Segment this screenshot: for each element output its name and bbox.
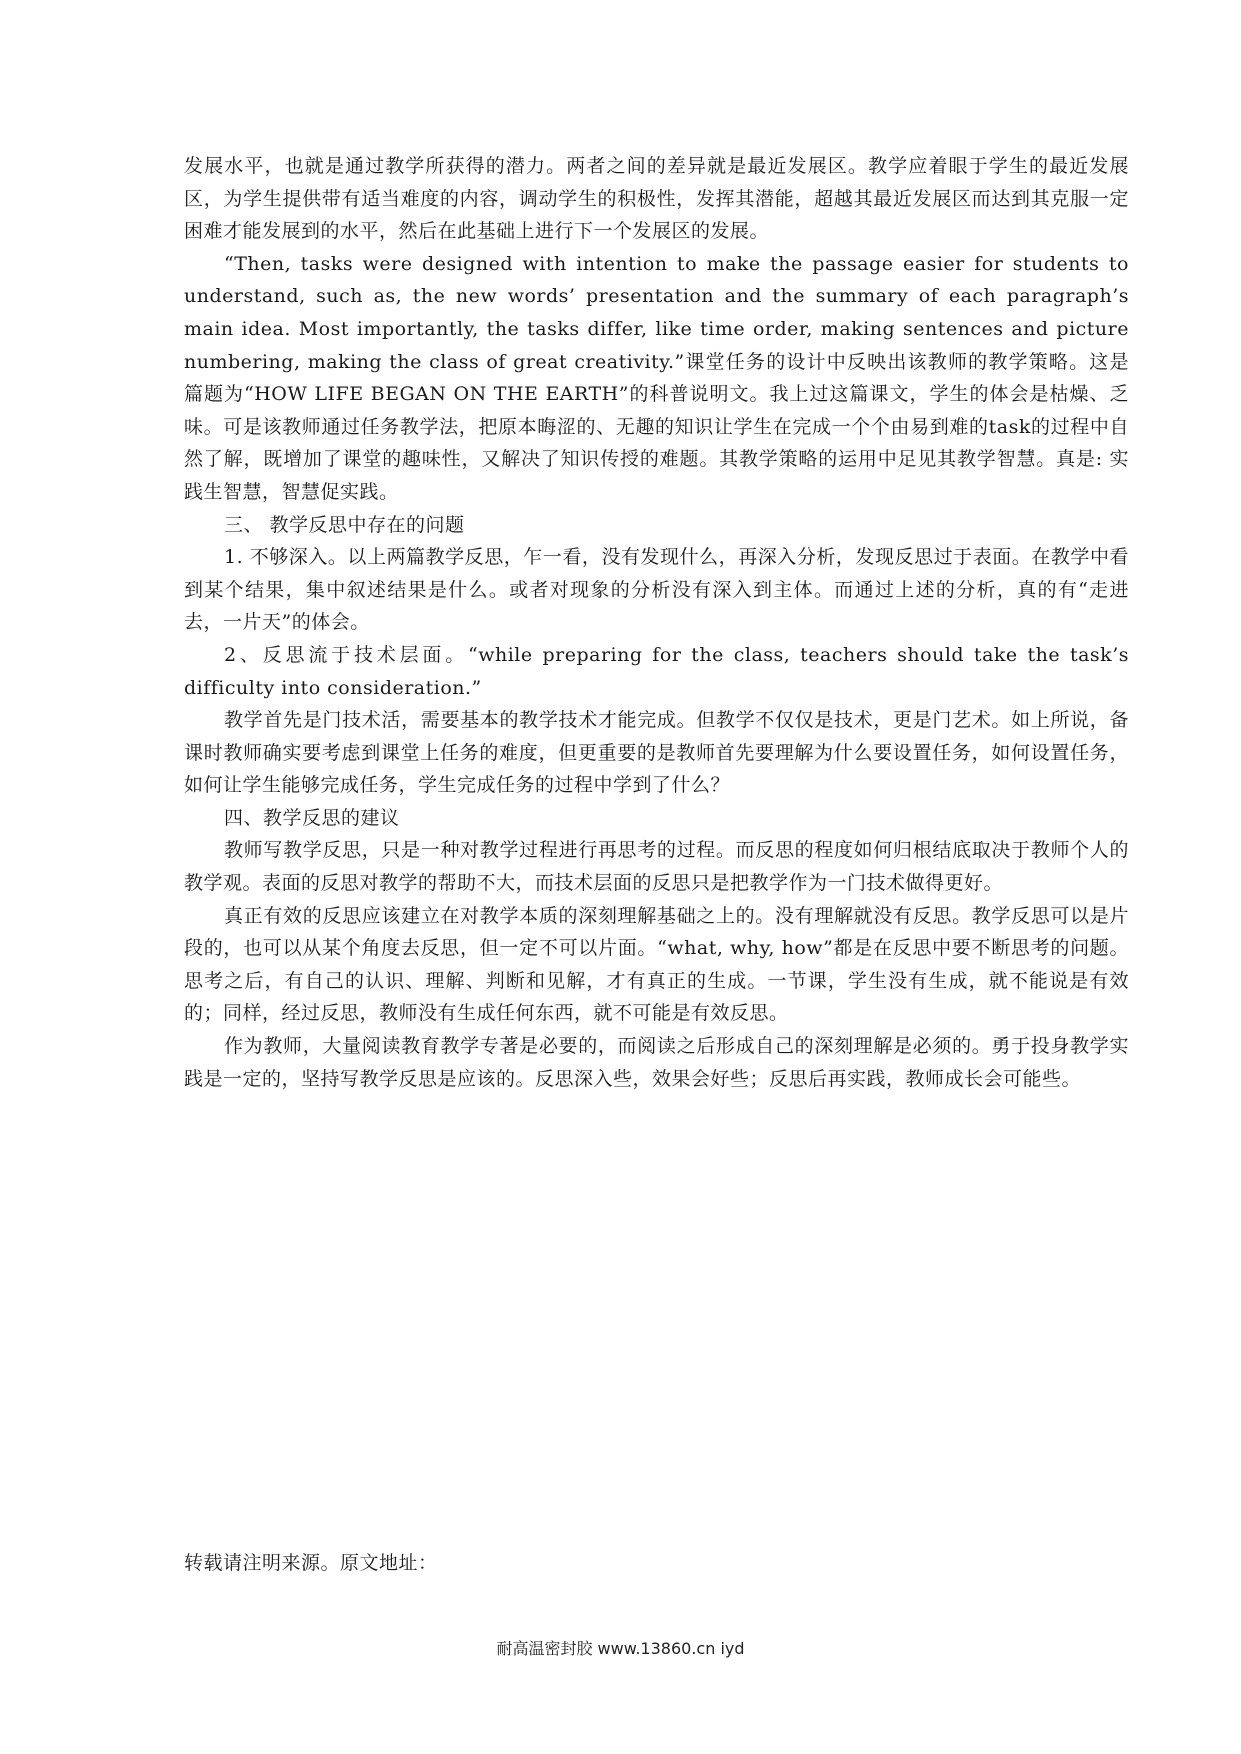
paragraph-quote-tasks: “Then, tasks were designed with intention to make the passage easier for students to understand, such as, the new words’ presentation and the summary of each paragraph’s main idea. Most importantly, the tasks differ, like time order, making sentences and picture numbering, making the class of great creativity.”课堂任务的设计中反映出该教师的教学策略。这是篇题为“HOW LIFE BEGAN ON THE EARTH”的科普说明文。我上过这篇课文，学生的体会是枯燥、乏味。可是该教师通过任务教学法，把原本晦涩的、无趣的知识让学生在完成一个个由易到难的task的过程中自然了解，既增加了课堂的趣味性，又解决了知识传授的难题。其教学策略的运用中足见其教学智慧。真是: 实践生智慧，智慧促实践。	[184, 252, 1129, 503]
paragraph-suggestion-1: 教师写教学反思，只是一种对教学过程进行再思考的过程。而反思的程度如何归根结底取决于教师个人的教学观。表面的反思对教学的帮助不大，而技术层面的反思只是把教学作为一门技术做得更好。	[184, 839, 1129, 895]
paragraph-art-of-teaching: 教学首先是门技术活，需要基本的教学技术才能完成。但教学不仅仅是技术，更是门艺术。如上所说，备课时教师确实要考虑到课堂上任务的难度，但更重要的是教师首先要理解为什么要设置任务，如何设置任务，如何让学生能够完成任务，学生完成任务的过程中学到了什么？	[184, 709, 1129, 797]
paragraph-problem-1: 1. 不够深入。以上两篇教学反思，乍一看，没有发现什么，再深入分析，发现反思过于表面。在教学中看到某个结果，集中叙述结果是什么。或者对现象的分析没有深入到主体。而通过上述的分析，真的有“走进去，一片天”的体会。	[184, 546, 1129, 634]
section-heading-suggestions: 四、教学反思的建议	[224, 806, 400, 829]
paragraph-suggestion-3: 作为教师，大量阅读教育教学专著是必要的，而阅读之后形成自己的深刻理解是必须的。勇于投身教学实践是一定的，坚持写教学反思是应该的。反思深入些，效果会好些；反思后再实践，教师成长会可能些。	[184, 1035, 1129, 1090]
paragraph-zpd: 发展水平，也就是通过教学所获得的潜力。两者之间的差异就是最近发展区。教学应着眼于学生的最近发展区，为学生提供带有适当难度的内容，调动学生的积极性，发挥其潜能，超越其最近发展区而达到其克服一定困难才能发展到的水平，然后在此基础上进行下一个发展区的发展。	[184, 155, 1129, 243]
section-heading-problems: 三、 教学反思中存在的问题	[224, 513, 465, 536]
paragraph-suggestion-2: 真正有效的反思应该建立在对教学本质的深刻理解基础之上的。没有理解就没有反思。教学反思可以是片段的，也可以从某个角度去反思，但一定不可以片面。“what, why, how”都是在反思中要不断思考的问题。思考之后，有自己的认识、理解、判断和见解，才有真正的生成。一节课，学生没有生成，就不能说是有效的；同样，经过反思，教师没有生成任何东西，就不可能是有效反思。	[184, 904, 1129, 1025]
paragraph-problem-2: 2、反思流于技术层面。“while preparing for the class, teachers should take the task’s difficulty into consideration.”	[184, 643, 1129, 699]
article-body	[184, 150, 1129, 1095]
source-note: 转载请注明来源。原文地址：	[184, 1552, 438, 1574]
page-footer: 耐高温密封胶 www.13860.cn iyd	[496, 1639, 745, 1658]
